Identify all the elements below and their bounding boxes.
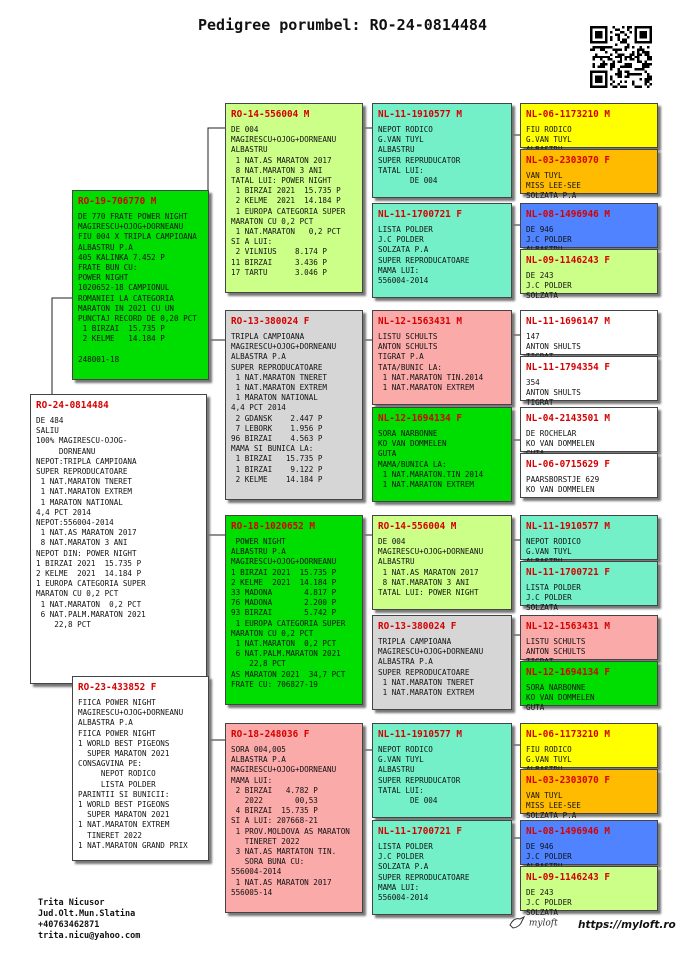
myloft-logo	[508, 915, 558, 931]
ancestor-ring-id: NL-03-2303070 F	[526, 155, 610, 166]
ancestor-ring-id: NL-08-1496946 M	[526, 826, 610, 837]
maternal-grandfather-ring-id: RO-18-1020652 M	[231, 521, 315, 532]
pigeon-ring-id: RO-24-0814484	[36, 400, 109, 411]
ancestor-ring-id: NL-06-1173210 M	[526, 109, 610, 120]
ancestor-details: VAN TUYL MISS LEE-SEE SOLZATA P.A	[526, 791, 581, 821]
logo-text: myloft	[528, 918, 558, 929]
ancestor-ring-id: NL-12-1694134 F	[526, 667, 610, 678]
ancestor-details: LISTU SCHULTS ANTON SCHULTS	[526, 637, 586, 657]
paternal-grandmother-ring-id: RO-13-380024 F	[231, 316, 310, 327]
father-details: DE 770 FRATE POWER NIGHT MAGIRESCU+OJOG+DORNEANU FIU 004 X TRIPLA CAMPIOANA ALBASTRU P.A 405 KALINKA 7.452 P FRATE BUN CU: POWER NIGHT 1020652-18 CAMPIONUL ROMANIEI LA CATEGORIA MARATON IN 2021 CU UN PUNCTAJ RECORD DE 0,20 PCT 1 BIRZAI 15.735 P 2 KELME 14.184 P 248001-18	[78, 212, 197, 364]
ancestor-details: NEPOT RODICO G.VAN TUYL	[526, 537, 581, 557]
ancestor-ring-id: NL-11-1910577 M	[378, 109, 462, 120]
ancestor-ring-id: NL-11-1700721 F	[526, 567, 610, 578]
ancestor-card[interactable]	[520, 615, 658, 660]
ancestor-ring-id: NL-11-1700721 F	[378, 209, 462, 220]
ancestor-ring-id: NL-06-1173210 M	[526, 729, 610, 740]
breeder-email[interactable]: trita.nicu@yahoo.com	[38, 931, 141, 941]
ancestor-card[interactable]	[520, 515, 658, 560]
ancestor-card[interactable]	[372, 203, 512, 298]
ancestor-details: SORA NARBONNE KO VAN DOMMELEN GUTA MAMA/BUNICA LA: 1 NAT.MARATON.TIN 2014 1 NAT.MARATON EXTREM	[378, 429, 484, 490]
paternal-grandfather-details: DE 004 MAGIRESCU+OJOG+DORNEANU ALBASTRU 1 NAT.AS MARATON 2017 8 NAT.MARATON 3 ANI TATAL LUI: POWER NIGHT 1 BIRZAI 2021 15.735 P 2 KELME 2021 14.184 P 1 EUROPA CATEGORIA SUPER MARATON CU 0,2 PCT 1 NAT.MARATON 0,2 PCT SI A LUI: 2 VILNIUS 8.174 P 11 BIRZAI 3.436 P 17 TARTU 3.046 P	[231, 125, 346, 277]
paternal-grandmother-card[interactable]	[225, 310, 363, 500]
ancestor-card[interactable]	[520, 103, 658, 148]
ancestor-card[interactable]	[520, 149, 658, 201]
ancestor-card[interactable]	[372, 723, 512, 818]
ancestor-ring-id: NL-11-1696147 M	[526, 316, 610, 327]
ancestor-card[interactable]	[520, 561, 658, 613]
paternal-grandfather-card[interactable]	[225, 103, 363, 293]
pigeon-details: DE 484 SALIU 100% MAGIRESCU-OJOG- DORNEANU NEPOT:TRIPLA CAMPIOANA SUPER REPRODUCATOARE 1 NAT.MARATON TNERET 1 NAT.MARATON EXTREM 1 MARATON NATIONAL 4,4 PCT 2014 NEPOT:556004-2014 1 NAT.AS MARATON 2017 8 NAT.MARATON 3 ANI NEPOT DIN: POWER NIGHT 1 BIRZAI 2021 15.735 P 2 KELME 2021 14.184 P 1 EUROPA CATEGORIA SUPER MARATON CU 0,2 PCT 1 NAT.MARATON 0,2 PCT 6 NAT.PALM.MARATON 2021 22,8 PCT	[36, 416, 146, 630]
father-ring-id: RO-19-706770 M	[78, 196, 157, 207]
ancestor-card[interactable]	[372, 310, 512, 405]
mother-ring-id: RO-23-433852 F	[78, 682, 157, 693]
ancestor-card[interactable]	[372, 515, 512, 610]
paternal-grandmother-details: TRIPLA CAMPIOANA MAGIRESCU+OJOG+DORNEANU ALBASTRA P.A SUPER REPRODUCATOARE 1 NAT.MARATON TNERET 1 NAT.MARATON EXTREM 1 MARATON NATIONAL 4,4 PCT 2014 2 GDANSK 2.447 P 7 LEBORK 1.956 P 96 BIRZAI 4.563 P MAMA SI BUNICA LA: 1 BIRZAI 15.735 P 1 BIRZAI 9.122 P 2 KELME 14.184 P	[231, 332, 337, 484]
ancestor-ring-id: NL-11-1910577 M	[526, 521, 610, 532]
ancestor-card[interactable]	[520, 661, 658, 713]
ancestor-card[interactable]	[520, 769, 658, 821]
ancestor-card[interactable]	[520, 356, 658, 408]
ancestor-ring-id: NL-08-1496946 M	[526, 209, 610, 220]
breeder-phone[interactable]: +40763462871	[38, 920, 100, 930]
ancestor-details: NEPOT RODICO G.VAN TUYL ALBASTRU SUPER REPRUDUCATOR TATAL LUI: DE 004	[378, 745, 461, 806]
ancestor-details: DE 946 J.C POLDER	[526, 842, 572, 862]
ancestor-ring-id: NL-03-2303070 F	[526, 775, 610, 786]
ancestor-ring-id: NL-11-1910577 M	[378, 729, 462, 740]
maternal-grandmother-ring-id: RO-18-248036 F	[231, 729, 310, 740]
breeder-name: Trita Nicusor	[38, 898, 105, 908]
maternal-grandmother-card[interactable]	[225, 723, 363, 913]
ancestor-ring-id: NL-09-1146243 F	[526, 872, 610, 883]
ancestor-ring-id: RO-13-380024 F	[378, 621, 457, 632]
ancestor-details: TRIPLA CAMPIOANA MAGIRESCU+OJOG+DORNEANU ALBASTRA P.A SUPER REPRODUCATOARE 1 NAT.MARATON TNERET 1 NAT.MARATON EXTREM	[378, 637, 484, 698]
mother-details: FIICA POWER NIGHT MAGIRESCU+OJOG+DORNEANU ALBASTRA P.A FIICA POWER NIGHT 1 WORLD BEST PIGEONS SUPER MARATON 2021 CONSAGVINA PE: NEPOT RODICO LISTA POLDER PARINTII SI BUNICII: 1 WORLD BEST PIGEONS SUPER MARATON 2021 1 NAT.MARATON EXTREM TINERET 2022 1 NAT.MARATON GRAND PRIX	[78, 698, 188, 850]
ancestor-details: SORA NARBONNE KO VAN DOMMELEN GUTA	[526, 683, 595, 713]
ancestor-card[interactable]	[520, 310, 658, 355]
father-card[interactable]	[72, 190, 209, 380]
page-title: Pedigree porumbel: RO-24-0814484	[198, 16, 487, 34]
ancestor-card[interactable]	[520, 203, 658, 248]
ancestor-details: LISTA POLDER J.C POLDER SOLZATA	[526, 583, 581, 613]
paternal-grandfather-ring-id: RO-14-556004 M	[231, 109, 310, 120]
ancestor-ring-id: NL-12-1563431 M	[378, 316, 462, 327]
ancestor-card[interactable]	[520, 453, 658, 498]
ancestor-card[interactable]	[520, 820, 658, 865]
ancestor-ring-id: RO-14-556004 M	[378, 521, 457, 532]
ancestor-ring-id: NL-11-1794354 F	[526, 362, 610, 373]
ancestor-card[interactable]	[372, 615, 512, 710]
ancestor-details: LISTA POLDER J.C POLDER SOLZATA P.A SUPER REPRODUCATOARE MAMA LUI: 556004-2014	[378, 225, 470, 286]
ancestor-details: DE 004 MAGIRESCU+OJOG+DORNEANU ALBASTRU 1 NAT.AS MARATON 2017 8 NAT.MARATON 3 ANI TATAL LUI: POWER NIGHT	[378, 537, 484, 598]
ancestor-details: 354 ANTON SHULTS TIGRAT	[526, 378, 581, 408]
ancestor-ring-id: NL-06-0715629 F	[526, 459, 610, 470]
ancestor-card[interactable]	[372, 103, 512, 198]
ancestor-details: DE ROCHELAR KO VAN DOMMELEN	[526, 429, 595, 449]
ancestor-details: FIU RODICO G.VAN TUYL	[526, 745, 572, 765]
ancestor-card[interactable]	[520, 723, 658, 768]
maternal-grandfather-details: POWER NIGHT ALBASTRU P.A MAGIRESCU+OJOG+DORNEANU 1 BIRZAI 2021 15.735 P 2 KELME 2021 14.184 P 33 MADONA 4.817 P 76 MADONA 2.200 P 93 BIRZAI 5.742 P 1 EUROPA CATEGORIA SUPER MARATON CU 0,2 PCT 1 NAT.MARATON 0,2 PCT 6 NAT.PALM.MARATON 2021 22,8 PCT AS MARATON 2021 34,7 PCT FRATE CU: 706827-19	[231, 537, 346, 689]
ancestor-ring-id: NL-09-1146243 F	[526, 255, 610, 266]
ancestor-card[interactable]	[372, 820, 512, 915]
maternal-grandmother-details: SORA 004,005 ALBASTRA P.A MAGIRESCU+OJOG+DORNEANU MAMA LUI: 2 BIRZAI 4.782 P 2022 00,53 4 BIRZAI 15.735 P SI A LUI: 207668-21 1 PROV.MOLDOVA AS MARATON TINERET 2022 3 NAT.AS MARTATON TIN. SORA BUNA CU: 556004-2014 1 NAT.AS MARATON 2017 556005-14	[231, 745, 350, 897]
ancestor-details: DE 243 J.C POLDER SOLZATA	[526, 271, 572, 301]
ancestor-details: DE 946 J.C POLDER	[526, 225, 572, 245]
ancestor-details: VAN TUYL MISS LEE-SEE SOLZATA P.A	[526, 171, 581, 201]
ancestor-ring-id: NL-04-2143501 M	[526, 413, 610, 424]
ancestor-ring-id: NL-12-1694134 F	[378, 413, 462, 424]
ancestor-details: FIU RODICO G.VAN TUYL	[526, 125, 572, 145]
maternal-grandfather-card[interactable]	[225, 515, 363, 705]
breeder-contact	[38, 898, 140, 942]
ancestor-details: 147 ANTON SHULTS	[526, 332, 581, 352]
ancestor-details: DE 243 J.C POLDER SOLZATA	[526, 888, 572, 918]
ancestor-card[interactable]	[520, 866, 658, 918]
ancestor-details: PAARSBORSTJE 629 KO VAN DOMMELEN	[526, 475, 600, 495]
ancestor-details: LISTA POLDER J.C POLDER SOLZATA P.A SUPER REPRODUCATOARE MAMA LUI: 556004-2014	[378, 842, 470, 903]
pigeon-logo-icon	[508, 915, 526, 931]
ancestor-details: LISTU SCHULTS ANTON SCHULTS TIGRAT P.A TATA/BUNIC LA: 1 NAT.MARATON TIN.2014 1 NAT.MARATON EXTREM	[378, 332, 484, 393]
website-link[interactable]: https://myloft.ro	[578, 919, 676, 931]
ancestor-card[interactable]	[520, 249, 658, 301]
ancestor-ring-id: NL-11-1700721 F	[378, 826, 462, 837]
ancestor-details: NEPOT RODICO G.VAN TUYL ALBASTRU SUPER REPRUDUCATOR TATAL LUI: DE 004	[378, 125, 461, 186]
mother-card[interactable]	[72, 676, 209, 861]
ancestor-card[interactable]	[520, 407, 658, 452]
ancestor-card[interactable]	[372, 407, 512, 502]
breeder-address: Jud.Olt.Mun.Slatina	[38, 909, 136, 919]
pigeon-card[interactable]	[30, 394, 207, 684]
ancestor-ring-id: NL-12-1563431 M	[526, 621, 610, 632]
